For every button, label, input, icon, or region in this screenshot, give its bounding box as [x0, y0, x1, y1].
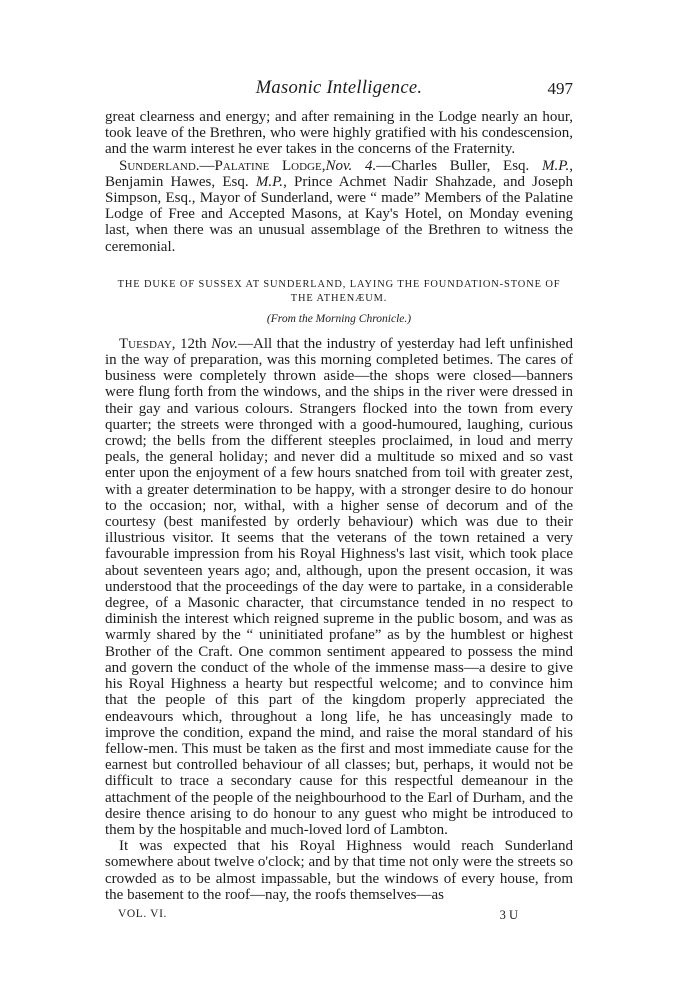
paragraph-sunderland-lodge — [105, 158, 573, 255]
running-title: Masonic Intelligence. — [255, 78, 423, 98]
page-footer — [118, 908, 518, 924]
article-paragraph: It was expected that his Royal Highness would reach Sunderland somewhere about twelve o'clock; and by that time not only were the streets so crowded as to be almost impassable, but the windows of every house, from the basement to the roof—nay, the roofs themselves—as — [105, 838, 573, 903]
text-run: —All that the industry of yesterday had left unfinished in the way of preparation, was this morning completed betimes. The cares of business were completely thrown aside—the shops were closed—banners were flung forth from the windows, and the ships in the river were dressed in their gay and various colours. Strangers flocked into the town from every quarter; the streets were thronged with a good-humoured, laughing, curious crowd; the bells from the different steeples proclaimed, in loud and merry peals, the general holiday; and never did a multitude so mixed and so vast enter upon the enjoyment of a few hours snatched from toil with greater zest, with a greater determination to be happy, with a stronger desire to do honour to the occasion; nor, withal, with a higher sense of decorum and of the courtesy (best manifested by orderly behaviour) which was due to their illustrious visitor. It seems that the veterans of the town retained a very favourable impression from his Royal Highness's last visit, which took place about seventeen years ago; and, although, upon the present occasion, it was understood that the proceedings of the day were to partake, in a considerable degree, of a Masonic character, that circumstance tended in no respect to diminish the interest which reigned supreme in the public bosom, and was as warmly shared by the “ uninitiated profane” as by the humblest or highest Brother of the Craft. One common sentiment appeared to possess the mind and govern the conduct of the whole of the immense mass—a desire to give his Royal Highness a hearty but respectful welcome; and to convince him that the people of this part of the kingdom properly appreciated the endeavours which, throughout a long life, he has unceasingly made to improve the condition, expand the mind, and raise the moral standard of his fellow-men. This must be taken as the first and most immediate cause for the earnest but controlled behaviour of all classes; but, perhaps, it would not be difficult to trace a secondary cause for this respectful demeanour in the attachment of the people of the neighbourhood to the Earl of Durham, and the desire thence arising to do honour to any guest who might be introduced to them by the hospitable and much-loved lord of Lambton. — [105, 335, 574, 838]
article-paragraph — [105, 336, 573, 838]
day-heading: Tuesday, — [119, 335, 176, 352]
signature-mark: 3 U — [499, 908, 518, 922]
text-run: —Charles Buller, Esq. — [376, 157, 543, 174]
mp-abbrev: M.P. — [542, 157, 570, 174]
dash: — — [199, 157, 215, 174]
date-number: 12th — [175, 335, 212, 352]
place-heading: Sunderland. — [119, 157, 200, 174]
article-title: THE DUKE OF SUSSEX AT SUNDERLAND, LAYING THE FOUNDATION-STONE OF THE ATHENÆUM. — [117, 278, 561, 304]
meeting-date: Nov. 4. — [325, 157, 377, 174]
paragraph-continuation: great clearness and energy; and after remaining in the Lodge nearly an hour, took leave of the Brethren, who were highly gratified with his condescension, and the warm interest he ever takes in the concerns of the Fraternity. — [105, 109, 573, 158]
lodge-heading: Palatine Lodge, — [214, 157, 326, 174]
body-text — [105, 109, 573, 903]
page-number: 497 — [547, 79, 573, 98]
date-month: Nov. — [211, 335, 238, 352]
mp-abbrev: M.P. — [255, 173, 284, 190]
volume-label: VOL. VI. — [118, 908, 167, 920]
article-source: (From the Morning Chronicle.) — [266, 312, 412, 325]
page-header — [105, 78, 573, 102]
text-run: , Benjamin Hawes, Esq. — [105, 157, 573, 190]
text-run: , Prince Achmet Nadir Shahzade, and Joseph Simpson, Esq., Mayor of Sunderland, were “ made” Members of the Palatine Lodge of Free and Accepted Masons, at Kay's Hotel, on Monday evening last, when there was an unusual assemblage of the Brethren to witness the ceremonial. — [105, 173, 574, 255]
